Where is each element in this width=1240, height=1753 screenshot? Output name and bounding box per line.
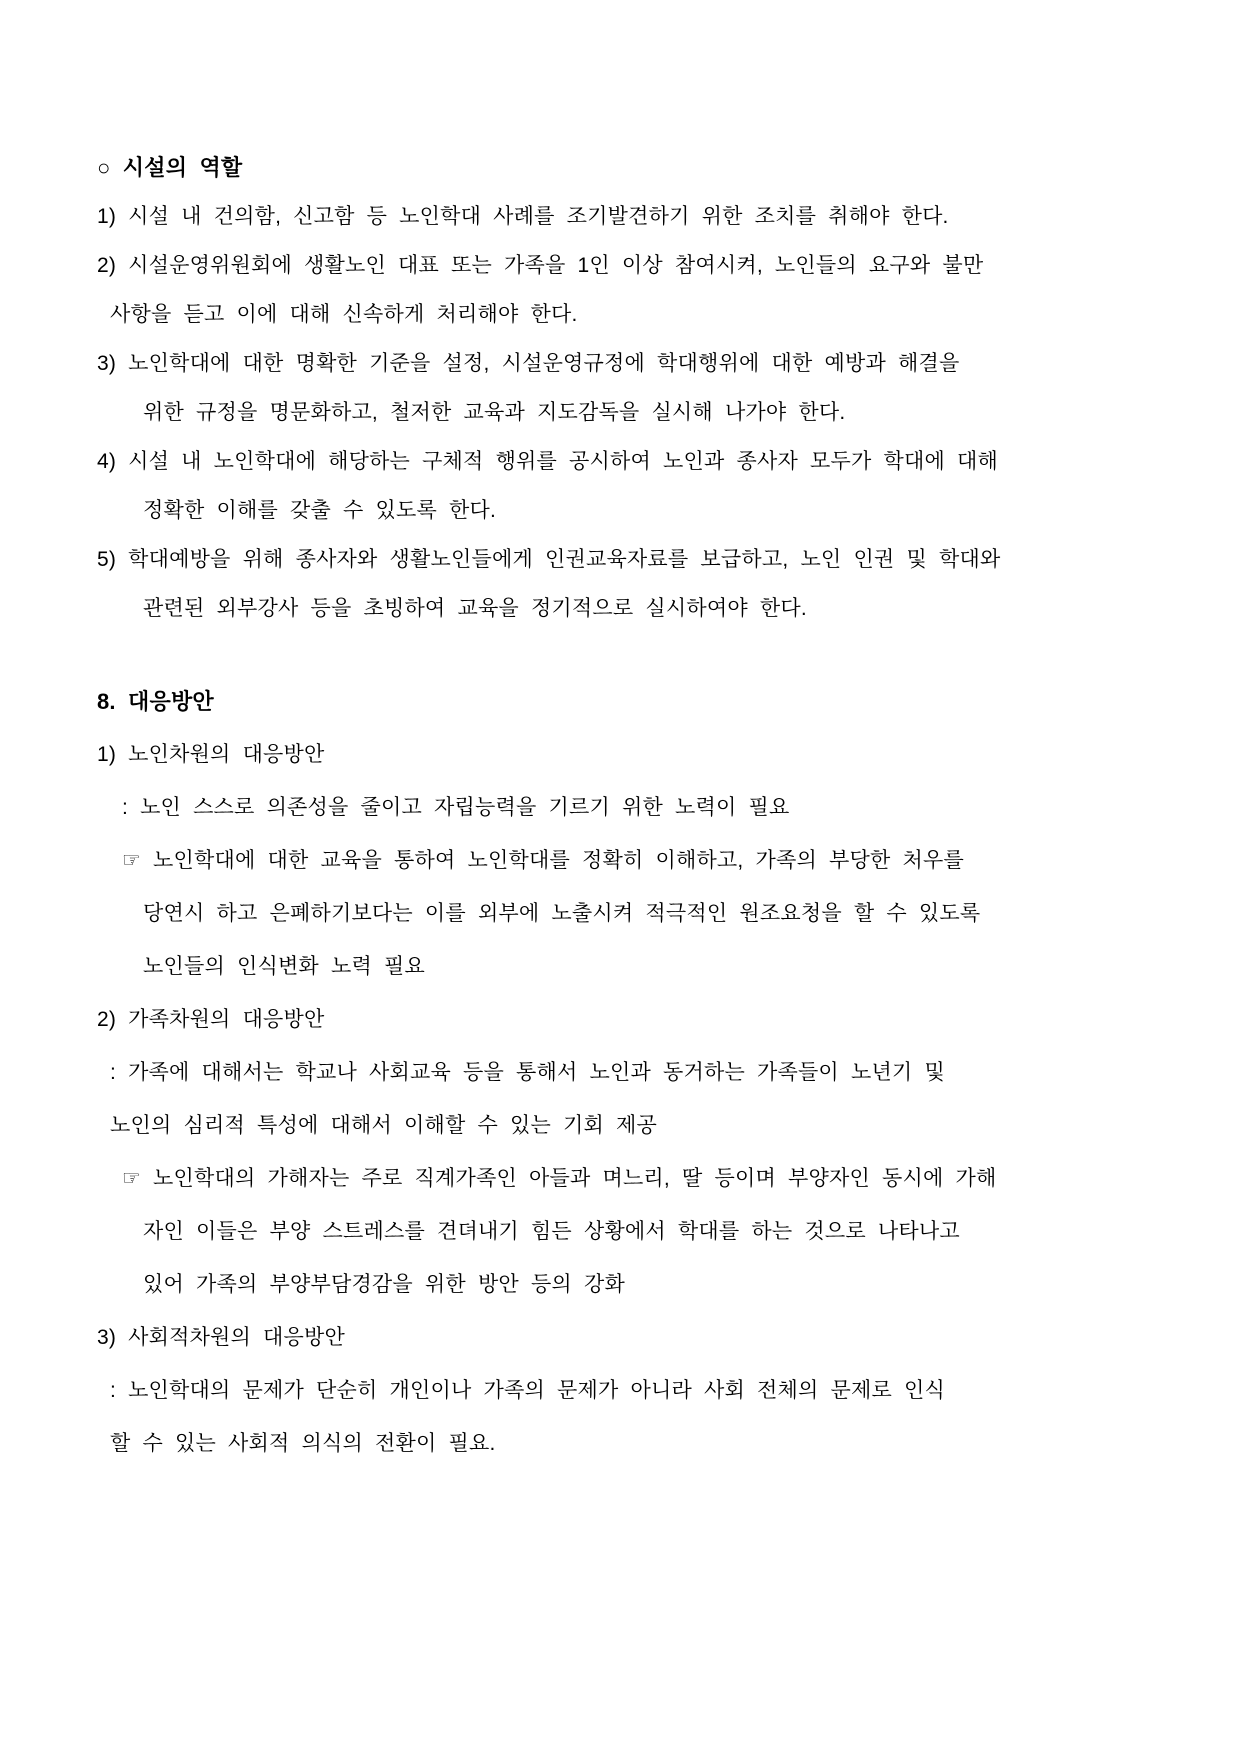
- text-line: 3) 사회적차원의 대응방안: [97, 1326, 346, 1349]
- text-line: 노인의 심리적 특성에 대해서 이해할 수 있는 기회 제공: [110, 1114, 657, 1137]
- text-line: 5) 학대예방을 위해 종사자와 생활노인들에게 인권교육자료를 보급하고, 노인 인권 및 학대와: [97, 548, 1001, 571]
- response-plan-lines: [0, 728, 1240, 1470]
- text-line: 노인들의 인식변화 노력 필요: [143, 955, 425, 978]
- text-line: ☞ 노인학대에 대한 교육을 통하여 노인학대를 정확히 이해하고, 가족의 부당한 처우를: [122, 849, 964, 872]
- text-line: : 노인학대의 문제가 단순히 개인이나 가족의 문제가 아니라 사회 전체의 문제로 인식: [110, 1379, 945, 1402]
- text-line: 할 수 있는 사회적 의식의 전환이 필요.: [110, 1432, 496, 1455]
- text-line: : 가족에 대해서는 학교나 사회교육 등을 통해서 노인과 동거하는 가족들이 노년기 및: [110, 1061, 945, 1084]
- text-line: 정확한 이해를 갖출 수 있도록 한다.: [143, 499, 497, 522]
- text-line: 4) 시설 내 노인학대에 해당하는 구체적 행위를 공시하여 노인과 종사자 모두가 학대에 대해: [97, 450, 998, 473]
- text-line: 관련된 외부강사 등을 초빙하여 교육을 정기적으로 실시하여야 한다.: [143, 597, 807, 620]
- section-heading-response-plan: 8. 대응방안: [97, 689, 214, 714]
- text-line: 2) 시설운영위원회에 생활노인 대표 또는 가족을 1인 이상 참여시켜, 노인들의 요구와 불만: [97, 254, 984, 277]
- text-line: 사항을 듣고 이에 대해 신속하게 처리해야 한다.: [110, 303, 578, 326]
- section-response-plan: [0, 675, 1240, 1470]
- text-line: ☞ 노인학대의 가해자는 주로 직계가족인 아들과 며느리, 딸 등이며 부양자인 동시에 가해: [122, 1167, 997, 1190]
- text-line: 1) 시설 내 건의함, 신고함 등 노인학대 사례를 조기발견하기 위한 조치를 취해야 한다.: [97, 205, 949, 228]
- text-line: 2) 가족차원의 대응방안: [97, 1008, 325, 1031]
- text-line: 위한 규정을 명문화하고, 철저한 교육과 지도감독을 실시해 나가야 한다.: [143, 401, 846, 424]
- section-facility-role: [0, 143, 1240, 633]
- section-heading-facility-role: ○ 시설의 역할: [97, 155, 243, 180]
- facility-role-lines: [0, 192, 1240, 633]
- text-line: 3) 노인학대에 대한 명확한 기준을 설정, 시설운영규정에 학대행위에 대한 예방과 해결을: [97, 352, 960, 375]
- text-line: 1) 노인차원의 대응방안: [97, 743, 325, 766]
- text-line: : 노인 스스로 의존성을 줄이고 자립능력을 기르기 위한 노력이 필요: [122, 796, 790, 819]
- text-line: 당연시 하고 은폐하기보다는 이를 외부에 노출시켜 적극적인 원조요청을 할 수 있도록: [143, 902, 981, 925]
- text-line: 자인 이들은 부양 스트레스를 견뎌내기 힘든 상황에서 학대를 하는 것으로 나타나고: [143, 1220, 960, 1243]
- text-line: 있어 가족의 부양부담경감을 위한 방안 등의 강화: [143, 1273, 625, 1296]
